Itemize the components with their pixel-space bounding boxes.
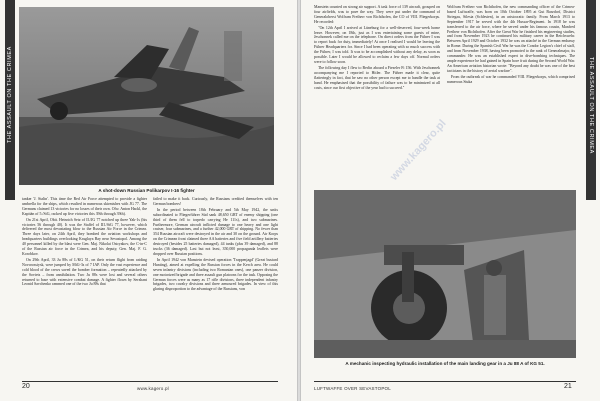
- left-page-number: 20: [22, 383, 30, 390]
- paragraph: In the period between 18th February and 5th May 1942, the units subordinated to Fliegerführer Süd sank 48,650 GRT of enemy shipping (one third of them fell to torpedo carrying He 111s), and two submarines. Furthermore, German aircraft inflicted damage to one heavy and one light cruiser, four submarines, and a further 42,000 GRT of shipping. No fewer than 354 Russian aircraft were destroyed in the air and 30 on the ground. Air Korps on the Crimean front claimed three AA batteries and five field artillery batteries destroyed (besides 25 batteries damaged), 44 tanks (plus 39 damaged), and 88 trucks (36 damaged). Last but not least, 350,000 propaganda leaflets were dropped over Russian positions.: [153, 207, 278, 256]
- left-column-2: [153, 197, 278, 293]
- paragraph: failed to make it back. Curiously, the Russians credited themselves with ten German bombers!: [153, 197, 278, 206]
- paragraph: Wolfram Freiherr von Richthofen, the new commanding officer of the Crimea-based Luftwaffe, was born on 10th October 1895 at Gut Barzdorf, District Striegau, Silesia (Schlesien), in an aristocratic family. From March 1913 to September 1917 he served with the 4th Hussar-Regiment. In 1918 he was transferred to the air force, where he served under his famous cousin, Manfred Freiherr von Richthofen. After the Great War he finished his engineering studies, and from November 1923 he continued his military career in the Reichswehr. Between April 1929 and October 1932 he was an attaché in the German embassy in Rome. During the Spanish Civil War he was the Condor Legion's chief of staff, and from November 1938, having been promoted to the rank of Generalmajor, its commander. He was an established expert in dive-bombing techniques. The ample experience he had gained in Spain bore fruit during the Second World War. An American aviation historian wrote: "Beyond any doubt he was one of the best tacticians in the history of aerial warfare".: [447, 5, 575, 73]
- right-footer-title: LUFTWAFFE OVER SEVASTOPOL: [314, 386, 391, 391]
- right-page: [301, 0, 600, 401]
- paragraph: Manstein counted on strong air support. A task force of 139 aircraft, grouped on four airfields, was to pave the way. They were put under the command of Generaloberst Wolfram Freiherr von Richthofen, the CO of VIII. Fliegerkorps. He recorded:: [314, 5, 440, 24]
- left-footer-url[interactable]: www.kagero.pl: [137, 386, 169, 391]
- paragraph: On 21st April, Obit. Heinrich Setz of II./JG 77 notched up three Yak-1s (his victories 56 through 40). It was the Staffel of III./StG 77, however, which delivered the most devastating blow to the Russian Air Force in the Crimea. Three days later, on 24th April, they bombed the aviation workshops and headquarters buildings overlooking Kruglaya Bay near Sevastopol. Among the 40 personnel killed by the blast were Gen. Maj. Nikolai Ostryakov, the C-in-C of the Russian air force in the Crimea, and his deputy, Gen. Maj. F. G. Korobkov.: [22, 217, 147, 256]
- watermark: www.kagero.pl: [388, 117, 449, 184]
- right-side-tab: THE ASSAULT ON THE CRIMEA: [586, 0, 596, 200]
- paragraph: tanker 'J. Stalin'. This time the Red Air Force attempted to provide a fighter umbrella for the ships, which resulted in numerous skirmishes with JG 77. The Germans claimed 13 victories for no losses of their own. Ofw. Anton Hackl, the Kapitän of 5./StG, racked up five victories this 39th through 39th).: [22, 197, 147, 216]
- left-column-1: [22, 197, 147, 288]
- left-side-tab: THE ASSAULT ON THE CRIMEA: [5, 0, 15, 200]
- right-column-2: [447, 5, 575, 86]
- wrecked-fighter-illustration: [19, 7, 274, 185]
- paragraph: "On 12th April I arrived at Lüneburg for a well-deserved, four-week home leave. However, on 18th, just as I was entertaining some guests of mine, Jeschonnek called me on the telephone. On direct orders from the Führer I was to report back for duty, immediately! At once I realised I would be leaving the Führer Headquarters for. Since I had been operating with so much success with the Führer, I was told. It was to be accomplished without any delay, as soon as possible. Later I would be allowed to reclaim a few days off. Normal orders were to follow soon.: [314, 25, 440, 64]
- paragraph: On 29th April, 33 Ju 88s of I./KG 51, on their return flight from raiding Novorossiysk, were jumped by MiG-3s of 7 IAP. Only the vast experience and cold blood of the crews saved the bomber formation – repeatedly attacked by the Soviets – from annihilation. Two Ju 88s were lost and several others returned to base with extensive combat damage. A fighter flown by Serzhant Leonid Savchenko rammed one of the two Ju 88s that: [22, 257, 147, 287]
- right-footer-rule: [314, 381, 576, 382]
- right-page-number: 21: [564, 383, 572, 390]
- right-photo-caption: A mechanic inspecting hydraulic installation of the main landing gear in a Ju 88 A of KG 51.: [345, 361, 545, 366]
- left-page: [0, 0, 297, 401]
- paragraph: The following day I flew to Berlin aboard a Fieseler Fi 156. With Jeschonnek accompanying me I reported to Hitler. The Führer made it clear, quite flatteringly in fact, that he saw no other person except me to handle the task at hand. He emphasised that the possibility of failure was to be minimized at all costs, since our first objective of the year had to succeed.": [314, 65, 440, 90]
- paragraph: From the outbreak of war he commanded VIII. Fliegerkorps, which comprised numerous Stuka: [447, 74, 575, 84]
- left-photo-caption: A shot-down Russian Polikarpov I-16 fighter: [98, 188, 195, 193]
- right-photo-landing-gear: [314, 190, 576, 358]
- paragraph: In April 1942 von Manstein devised operation 'Trappenjagd' (Great bustard Hunting), aimed at expelling the Russian forces in the Kerch area. He could seven infantry divisions (including two Romanian ones), one panzer division, one motorized brigade and three assault gun platoons for the task. Opposing the German forces were as many as 17 rifle divisions, three independent infantry brigades, two cavalry divisions and three armoured brigades. In view of this glaring disproportion to the advantage of the Russians, von: [153, 257, 278, 292]
- left-footer-rule: [22, 381, 278, 382]
- left-photo-wrecked-fighter: [19, 7, 274, 185]
- right-column-1: [314, 5, 440, 91]
- landing-gear-illustration: [314, 190, 576, 358]
